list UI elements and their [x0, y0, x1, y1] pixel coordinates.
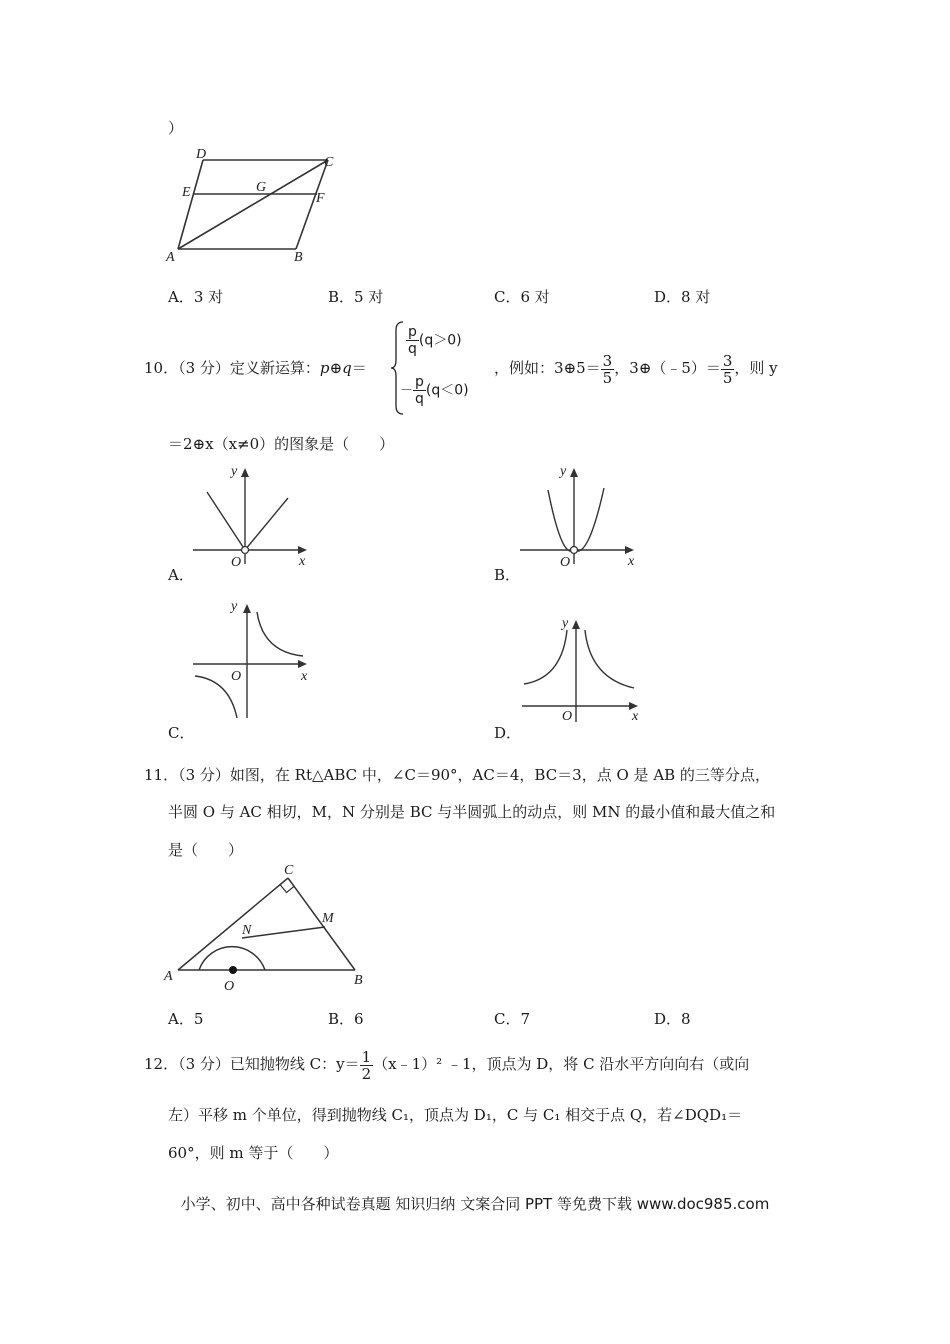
q11-option-d: D．8	[654, 1010, 691, 1028]
q9-label-E: E	[182, 185, 191, 200]
q10-case2-numerator: p	[415, 374, 424, 390]
q11-label-O: O	[224, 979, 235, 994]
q10-number: 10．	[144, 359, 179, 377]
q10-option-d: D．	[494, 724, 522, 742]
q10-graph-b	[512, 460, 642, 570]
q9-parallelogram-figure	[150, 140, 360, 270]
q10-graph-c-ylabel: y	[231, 599, 238, 614]
q10-example-suffix: ，则 y	[734, 359, 778, 377]
q12-stem-line2: 左）平移 m 个单位，得到抛物线 C₁，顶点为 D₁，C 与 C₁ 相交于点 Q，若∠DQD₁＝	[168, 1106, 743, 1124]
q10-case2-sign: －	[400, 383, 414, 399]
q10-stem-line2: ＝2⊕x（x≠0）的图象是（ ）	[168, 435, 395, 453]
q9-label-G: G	[256, 180, 267, 195]
q9-option-c: C．6 对	[494, 288, 550, 306]
q10-text-before: 定义新运算：	[229, 359, 320, 377]
q11-stem-line2: 半圆 O 与 AC 相切，M，N 分别是 BC 与半圆弧上的动点，则 MN 的最小值和最大值之和	[168, 803, 776, 821]
q12-stem-line3: 60°，则 m 等于（ ）	[168, 1144, 339, 1162]
q10-ex1-numerator: 3	[602, 351, 613, 370]
q10-graph-c	[185, 594, 315, 724]
q11-stem-line3: 是（ ）	[168, 841, 244, 859]
q9-label-B: B	[294, 250, 303, 265]
q10-graph-c-xlabel: x	[301, 669, 308, 684]
q9-label-D: D	[196, 147, 207, 162]
q11-label-M: M	[322, 911, 334, 926]
q10-equals: ＝	[351, 359, 367, 377]
q11-label-N: N	[242, 923, 252, 938]
q10-graph-a-ylabel: y	[231, 464, 238, 479]
q11-option-a: A．5	[168, 1010, 204, 1028]
q10-graph-a-origin: O	[231, 555, 242, 570]
q10-stem-line1	[144, 358, 367, 378]
q9-label-F: F	[316, 191, 325, 206]
q10-ex2-numerator: 3	[722, 351, 733, 370]
q9-label-A: A	[166, 250, 175, 265]
q10-ex2-denominator: 5	[722, 368, 733, 387]
q11-label-A: A	[164, 969, 173, 984]
q10-option-a: A．	[168, 566, 194, 584]
q10-graph-b-ylabel: y	[560, 464, 567, 479]
q12-prefix: 12．（3 分）已知抛物线 C：y＝	[144, 1055, 360, 1073]
q10-case1-condition: (q＞0)	[418, 332, 462, 349]
q10-case2-denominator: q	[415, 391, 424, 407]
q10-graph-c-origin: O	[231, 669, 242, 684]
q12-frac-denominator: 2	[361, 1064, 372, 1083]
q10-examples	[494, 350, 778, 386]
q10-graph-b-origin: O	[560, 555, 571, 570]
q10-graph-a	[185, 460, 315, 570]
q10-case2-condition: (q＜0)	[425, 382, 469, 399]
q10-ex1-denominator: 5	[602, 368, 613, 387]
q12-stem-line1	[144, 1046, 749, 1082]
q12-frac-numerator: 1	[361, 1047, 372, 1066]
q10-graph-a-xlabel: x	[299, 554, 306, 569]
q10-graph-b-xlabel: x	[628, 554, 635, 569]
q10-case1	[406, 324, 462, 357]
q11-label-C: C	[284, 863, 294, 878]
q10-case2	[400, 374, 469, 407]
q10-case1-denominator: q	[408, 341, 417, 357]
q11-triangle-figure	[160, 860, 380, 1000]
q9-option-a: A．3 对	[168, 288, 224, 306]
q10-option-b: B．	[494, 566, 521, 584]
q9-option-b: B．5 对	[328, 288, 384, 306]
q10-graph-d	[512, 612, 652, 727]
q10-graph-d-origin: O	[562, 709, 573, 724]
q11-label-B: B	[354, 973, 363, 988]
q10-op-expr: p⊕q	[319, 359, 352, 377]
q11-stem-line1: 11．（3 分）如图，在 Rt△ABC 中，∠C＝90°，AC＝4，BC＝3，点 O 是 AB 的三等分点，	[144, 766, 770, 784]
q10-option-c: C．	[168, 724, 195, 742]
q10-example-prefix: ，例如：3⊕5＝	[494, 359, 601, 377]
page-footer: 小学、初中、高中各种试卷真题 知识归纳 文案合同 PPT 等免费下载 www.doc985.com	[180, 1195, 770, 1213]
q9-label-C: C	[324, 155, 334, 170]
q10-case1-numerator: p	[408, 324, 417, 340]
q10-piecewise	[390, 318, 500, 418]
q9-option-d: D．8 对	[654, 288, 711, 306]
q11-option-c: C．7	[494, 1010, 531, 1028]
q10-score: （3 分）	[178, 359, 230, 377]
q9-paren-close: ）	[168, 119, 184, 137]
q10-graph-d-xlabel: x	[632, 709, 639, 724]
q12-suffix: （x﹣1）² ﹣1，顶点为 D，将 C 沿水平方向向右（或向	[373, 1055, 750, 1073]
q10-graph-d-ylabel: y	[562, 616, 569, 631]
q10-example-mid: ，3⊕（﹣5）＝	[614, 359, 721, 377]
q11-option-b: B．6	[328, 1010, 364, 1028]
